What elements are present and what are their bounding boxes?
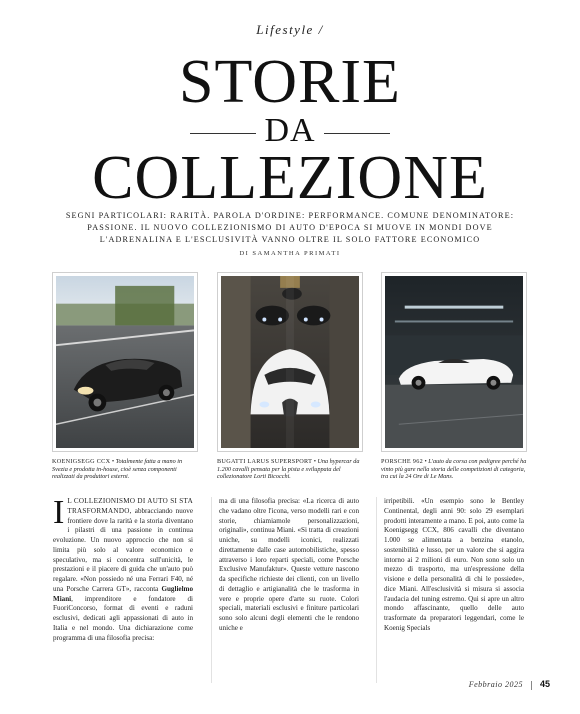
caption-desc: • L'auto da corsa con pedigree perché ha vinto più gare nella storia delle competizioni di categoria, tra cui la 24 Ore di Le Mans. <box>381 458 527 481</box>
caption-desc: • Totalmente fatta a mano in Svezia e prodotta in-house, cioè senza componenti realizzati da produttori esterni. <box>52 458 183 481</box>
caption-desc: • Una hypercar da 1.200 cavalli pensata per la pista e sviluppata del collezionatore Lorti Bicocchi. <box>217 458 360 481</box>
article-text: abbracciando nuove frontiere dove la rarità e la storia diventano i pilastri di una passione in continua evoluzione. Un nuovo approccio che non si limita più solo al valore economico e speculativo, ma si concentra sull'unicità, le prestazioni e il piacere di guida che un'auto può regalare. «Non possiedo né una Ferrari F40, né una Porsche Carrera GT», racconta <box>53 506 193 593</box>
article-text: , imprenditore e fondatore di FuoriConcorso, format di eventi e raduni esclusivi, dedicati agli appassionati di auto in Italia e nel mondo. Una dichiarazione come programma di una filosofia precisa: <box>53 594 193 642</box>
title-rule-left <box>190 133 256 134</box>
caption-porsche <box>381 458 527 481</box>
title-line-3: COLLEZIONE <box>92 144 488 212</box>
article-text: ma di una filosofia precisa: «La ricerca di auto che vadano oltre l'icona, verso modelli rari e con storie, chiamiamole personalizzazioni, originali», continua Miani. «Si tratta di creazioni uniche, su modelli iconici, realizzati direttamente dalle case automobilistiche, spesso attraverso i loro reparti speciali, come Porsche Exclusive Manufaktur». Queste vetture nascono da specifiche richieste dei clienti, con un livello di dettaglio e artigianalità che le trasforma in vere e proprie opere d'arte su ruote. Colori speciali, materiali esclusivi e finiture particolari sono solo alcuni degli elementi che le rendono uniche e <box>219 497 359 632</box>
page-footer <box>469 679 550 690</box>
article-column-1 <box>53 497 193 687</box>
column-divider <box>376 497 377 683</box>
title-rule-right <box>324 133 390 134</box>
title-line-2 <box>0 114 580 148</box>
caption-bugatti <box>217 458 363 481</box>
porsche-image <box>385 276 523 448</box>
caption-name: PORSCHE 962 <box>381 458 423 465</box>
deck-text: SEGNI PARTICOLARI: RARITÀ. PAROLA D'ORDINE: PERFORMANCE. COMUNE DENOMINATORE: PASSIONE. IL NUOVO COLLEZIONISMO DI AUTO D'EPOCA SI MUOVE IN MONDI DOVE L'ADRENALINA E L'ESCLUSIVITÀ VANNO OLTRE IL SOLO FATTORE ECONOMICO <box>65 211 515 244</box>
article-text: irripetibili. «Un esempio sono le Bentley Continental, degli anni 90: solo 29 esemplari prodotti interamente a mano. E poi, auto come la Koenigsegg CCX, 806 cavalli che diventano 1.000 se alimentata a benzina etanolo, sostenibilità e lusso, per un valore che si aggira intorno ai 2 milioni di euro. Non sono solo un mezzo di trasporto, ma un'espressione della visione e della personalità di chi le possiede», dice Miani. All'esclusività si misura si associa l'audacia del tuning estremo. Qui si apre un altro mondo affascinante, quello delle auto trasformate da preparatori leggendari, come le Koenig Specials <box>384 497 524 632</box>
byline: DI SAMANTHA PRIMATI <box>239 250 341 257</box>
section-kicker: Lifestyle / <box>256 22 324 37</box>
article-column-3 <box>384 497 524 687</box>
photo-bugatti <box>217 272 363 452</box>
koenigsegg-image <box>56 276 194 448</box>
issue-date: Febbraio 2025 <box>468 680 523 689</box>
drop-cap: I <box>53 497 65 531</box>
article-column-2 <box>219 497 359 687</box>
person-name: Guglielmo Miani <box>53 584 193 603</box>
footer-separator <box>531 681 532 690</box>
photo-koenigsegg <box>52 272 198 452</box>
caption-name: BUGATTI LARUS SUPERSPORT <box>217 458 313 465</box>
article-lead: L COLLEZIONISMO DI AUTO SI STA TRASFORMANDO, <box>67 497 193 515</box>
column-divider <box>211 497 212 683</box>
caption-koenigsegg <box>52 458 198 481</box>
photo-porsche <box>381 272 527 452</box>
title-da: DA <box>264 112 316 149</box>
page-number: 45 <box>539 679 550 689</box>
bugatti-image <box>221 276 359 448</box>
caption-name: KOENIGSEGG CCX <box>52 458 111 465</box>
title-line-1: STORIE <box>179 48 401 116</box>
